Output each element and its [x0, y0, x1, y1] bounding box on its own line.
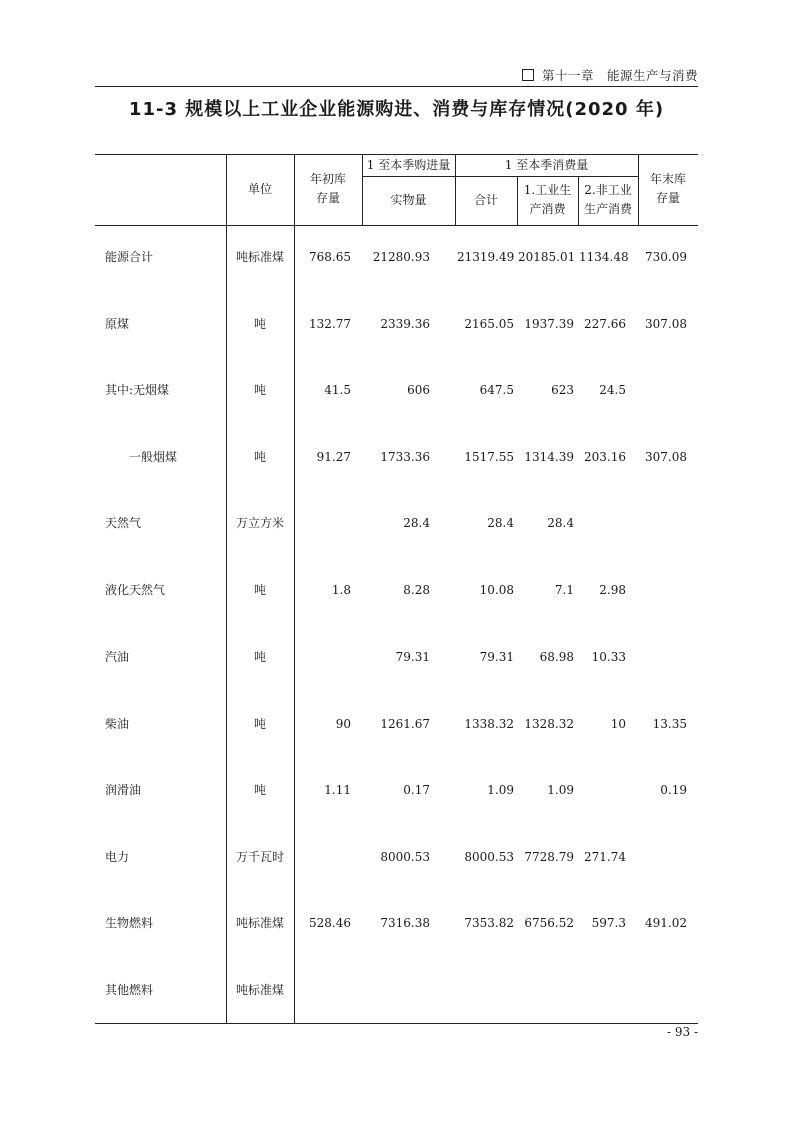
header-opening-stock-line2: 存量: [315, 191, 340, 205]
purchase-value: 2339.36: [380, 317, 430, 331]
table-row: [95, 513, 698, 533]
header-bottom-rule: [95, 225, 698, 226]
purchase-value: 1733.36: [380, 450, 430, 464]
chapter-heading: [522, 66, 698, 84]
table-row: [95, 580, 698, 600]
purchase-value: 8000.53: [380, 850, 430, 864]
header-closing-stock: [638, 170, 698, 208]
page-number: - 93 -: [666, 1025, 698, 1039]
header-purchase-physical: 实物量: [390, 193, 427, 207]
opening-stock-value: [295, 980, 351, 1000]
nonindustrial-consumption-value: [579, 513, 626, 533]
row-unit: 吨: [253, 583, 266, 597]
table-row: [95, 714, 698, 734]
row-name: 生物燃料: [105, 916, 154, 930]
consumption-total-value: 647.5: [479, 383, 514, 397]
consumption-total-value: 21319.49: [457, 250, 515, 264]
nonindustrial-consumption-value: 1134.48: [579, 250, 629, 264]
header-nonindustrial-line2: 生产消费: [583, 202, 632, 216]
row-unit: 吨: [253, 783, 266, 797]
closing-stock-value: 13.35: [652, 717, 687, 731]
row-unit: 吨: [253, 317, 266, 331]
header-opening-stock-line1: 年初库: [309, 172, 346, 186]
row-name: 电力: [105, 850, 130, 864]
row-unit: 万千瓦时: [235, 850, 284, 864]
nonindustrial-consumption-value: 10.33: [591, 650, 626, 664]
table-row: [95, 314, 698, 334]
row-name: 天然气: [105, 516, 142, 530]
purchase-value: 1261.67: [380, 717, 430, 731]
header-consumption-total: 合计: [473, 193, 498, 207]
table-row: [95, 913, 698, 933]
row-unit: 吨: [253, 450, 266, 464]
industrial-consumption-value: 7728.79: [524, 850, 574, 864]
purchase-value: 606: [407, 383, 430, 397]
opening-stock-value: 91.27: [316, 450, 351, 464]
purchase-value: [363, 980, 430, 1000]
purchase-value: 79.31: [395, 650, 430, 664]
row-unit: 吨: [253, 717, 266, 731]
row-unit: 吨标准煤: [235, 983, 284, 997]
consumption-total-value: 8000.53: [464, 850, 514, 864]
opening-stock-value: 768.65: [309, 250, 351, 264]
industrial-consumption-value: 623: [551, 383, 574, 397]
opening-stock-value: [295, 847, 351, 867]
table-top-rule: [95, 154, 698, 155]
row-name: 汽油: [105, 650, 130, 664]
consumption-total-value: [457, 980, 514, 1000]
header-consumption-group: 1 至本季消费量: [504, 158, 589, 172]
header-industrial-consumption: [517, 181, 578, 219]
closing-stock-value: [635, 980, 687, 1000]
opening-stock-value: 41.5: [324, 383, 351, 397]
row-name: 其他燃料: [105, 983, 154, 997]
table-title: 11-3 规模以上工业企业能源购进、消费与库存情况(2020 年): [128, 99, 665, 120]
nonindustrial-consumption-value: [579, 780, 626, 800]
industrial-consumption-value: 1314.39: [524, 450, 574, 464]
industrial-consumption-value: 20185.01: [518, 250, 576, 264]
nonindustrial-consumption-value: [579, 980, 626, 1000]
row-name: 原煤: [105, 317, 130, 331]
row-unit: 吨: [253, 650, 266, 664]
opening-stock-value: [295, 513, 351, 533]
header-closing-stock-line2: 存量: [655, 191, 680, 205]
table-row: [95, 847, 698, 867]
table-row: [95, 647, 698, 667]
table-bottom-rule: [95, 1023, 698, 1024]
closing-stock-value: [635, 847, 687, 867]
nonindustrial-consumption-value: 203.16: [584, 450, 626, 464]
header-industrial-line2: 产消费: [529, 202, 566, 216]
row-name: 其中:无烟煤: [105, 383, 170, 397]
opening-stock-value: 90: [335, 717, 351, 731]
closing-stock-value: [635, 513, 687, 533]
header-nonindustrial-consumption: [578, 181, 638, 219]
chapter-heading-text: 第十一章 能源生产与消费: [541, 68, 698, 83]
header-unit: 单位: [247, 182, 272, 196]
opening-stock-value: 1.11: [324, 783, 351, 797]
industrial-consumption-value: [518, 980, 574, 1000]
row-name: 润滑油: [105, 783, 142, 797]
industrial-consumption-value: 6756.52: [524, 916, 574, 930]
closing-stock-value: 730.09: [645, 250, 687, 264]
table-row: [95, 380, 698, 400]
opening-stock-value: 132.77: [309, 317, 351, 331]
industrial-consumption-value: 7.1: [554, 583, 574, 597]
row-name: 液化天然气: [105, 583, 166, 597]
header-industrial-line1: 1.工业生: [523, 183, 572, 197]
consumption-total-value: 28.4: [487, 516, 514, 530]
industrial-consumption-value: 1328.32: [524, 717, 574, 731]
consumption-total-value: 7353.82: [464, 916, 514, 930]
purchase-value: 0.17: [403, 783, 430, 797]
chapter-box-icon: [522, 69, 534, 81]
industrial-consumption-value: 1.09: [547, 783, 574, 797]
industrial-consumption-value: 1937.39: [524, 317, 574, 331]
header-nonindustrial-line1: 2.非工业: [584, 183, 632, 197]
table-row: [95, 447, 698, 467]
table-row: [95, 780, 698, 800]
consumption-total-value: 10.08: [479, 583, 514, 597]
closing-stock-value: [635, 580, 687, 600]
consumption-total-value: 79.31: [479, 650, 514, 664]
purchase-value: 21280.93: [372, 250, 430, 264]
industrial-consumption-value: 68.98: [539, 650, 574, 664]
row-name: 能源合计: [105, 250, 154, 264]
subheader-rule: [362, 176, 638, 177]
closing-stock-value: 0.19: [660, 783, 687, 797]
consumption-total-value: 1517.55: [464, 450, 514, 464]
nonindustrial-consumption-value: 24.5: [599, 383, 626, 397]
consumption-total-value: 2165.05: [464, 317, 514, 331]
header-purchase-group: 1 至本季购进量: [366, 158, 451, 172]
industrial-consumption-value: 28.4: [547, 516, 574, 530]
opening-stock-value: 528.46: [309, 916, 351, 930]
purchase-value: 8.28: [403, 583, 430, 597]
nonindustrial-consumption-value: 597.3: [591, 916, 626, 930]
row-name: 柴油: [105, 717, 130, 731]
closing-stock-value: [635, 380, 687, 400]
table-row: [95, 980, 698, 1000]
purchase-value: 28.4: [403, 516, 430, 530]
row-unit: 吨: [253, 383, 266, 397]
header-rule: [95, 86, 698, 87]
opening-stock-value: [295, 647, 351, 667]
consumption-total-value: 1338.32: [464, 717, 514, 731]
header-closing-stock-line1: 年末库: [649, 172, 686, 186]
nonindustrial-consumption-value: 10: [610, 717, 626, 731]
row-unit: 万立方米: [235, 516, 284, 530]
header-opening-stock: [294, 170, 362, 208]
row-name: 一般烟煤: [105, 450, 178, 464]
purchase-value: 7316.38: [380, 916, 430, 930]
table-row: [95, 247, 698, 267]
closing-stock-value: [635, 647, 687, 667]
closing-stock-value: 307.08: [645, 450, 687, 464]
closing-stock-value: 307.08: [645, 317, 687, 331]
closing-stock-value: 491.02: [645, 916, 687, 930]
nonindustrial-consumption-value: 2.98: [599, 583, 626, 597]
nonindustrial-consumption-value: 271.74: [584, 850, 626, 864]
row-unit: 吨标准煤: [235, 916, 284, 930]
nonindustrial-consumption-value: 227.66: [584, 317, 626, 331]
consumption-total-value: 1.09: [487, 783, 514, 797]
row-unit: 吨标准煤: [235, 250, 284, 264]
opening-stock-value: 1.8: [331, 583, 351, 597]
